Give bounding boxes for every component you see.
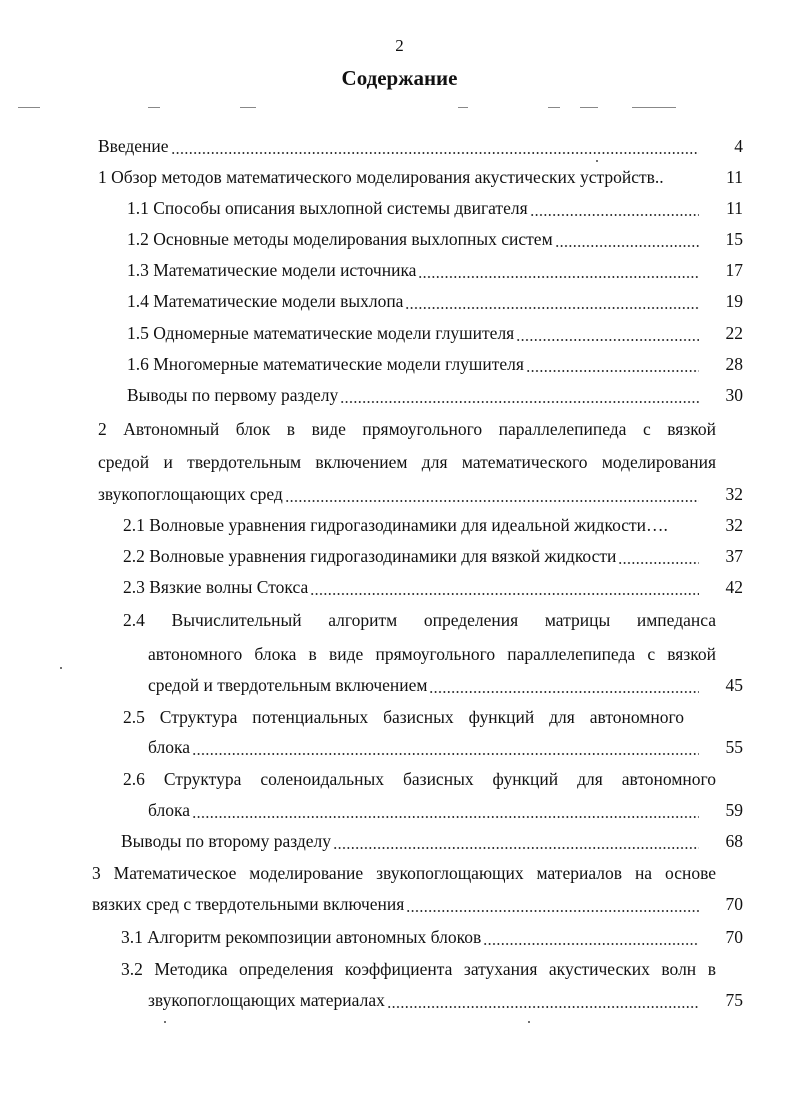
toc-entry-label: 1.6 Многомерные математические модели глушителя	[127, 354, 524, 374]
toc-leader	[192, 797, 699, 823]
toc-entry-label: 2.2 Волновые уравнения гидрогазодинамики для вязкой жидкости	[123, 546, 617, 566]
toc-entry-label: Выводы по второму разделу	[121, 831, 331, 851]
toc-entry-section-2[interactable]	[98, 481, 743, 507]
toc-entry-label: вязких сред с твердотельными включения	[92, 894, 405, 914]
toc-entry-1-1[interactable]	[127, 195, 743, 221]
toc-leader	[171, 133, 699, 159]
toc-entry-1-3[interactable]	[127, 257, 743, 283]
page-number: 2	[395, 36, 404, 55]
toc-entry-1-6[interactable]	[127, 351, 743, 377]
toc-leader	[333, 828, 699, 854]
toc-entry-label: 1.3 Математические модели источника	[127, 260, 417, 280]
toc-leader	[670, 512, 699, 538]
toc-entry-label: 1.1 Способы описания выхлопной системы двигателя	[127, 198, 528, 218]
scan-artifact	[18, 107, 40, 108]
toc-leader	[516, 320, 699, 346]
toc-entry-page: 68	[725, 831, 743, 851]
toc-entry-page: 70	[725, 927, 743, 947]
toc-entry-page: 42	[725, 577, 743, 597]
toc-leader	[555, 226, 699, 252]
toc-entry-label: Введение	[98, 136, 169, 156]
toc-leader	[340, 382, 699, 408]
toc-entry-page: 70	[725, 894, 743, 914]
toc-entry-2-4[interactable]	[148, 672, 743, 698]
toc-entry-conclusions-2[interactable]	[121, 828, 743, 854]
toc-entry-label: 1 Обзор методов математического моделирования акустических устройств..	[98, 167, 664, 187]
scan-artifact	[458, 107, 468, 108]
toc-entry-label: средой и твердотельным включением	[148, 675, 428, 695]
toc-entry-1-5[interactable]	[127, 320, 743, 346]
toc-leader	[387, 987, 699, 1013]
scan-speck	[60, 667, 62, 669]
scan-artifact	[580, 107, 598, 108]
toc-leader	[530, 195, 699, 221]
toc-leader	[429, 672, 699, 698]
toc-leader	[526, 351, 699, 377]
toc-entry-3-2-line-1[interactable]: 3.2 Методика определения коэффициента затухания акустических волн в	[121, 959, 716, 979]
toc-entry-label: Выводы по первому разделу	[127, 385, 339, 405]
toc-entry-2-4-line-1[interactable]: 2.4 Вычислительный алгоритм определения матрицы импеданса	[123, 610, 716, 630]
scan-artifact	[548, 107, 560, 108]
toc-entry-page: 22	[725, 323, 743, 343]
toc-entry-label: звукопоглощающих материалах	[148, 990, 385, 1010]
toc-leader	[405, 288, 699, 314]
toc-leader	[310, 574, 699, 600]
toc-entry-page: 55	[725, 737, 743, 757]
toc-entry-label: блока	[148, 737, 190, 757]
toc-entry-section-3[interactable]	[92, 891, 743, 917]
toc-entry-2-1[interactable]	[123, 512, 743, 538]
toc-entry-label: 1.5 Одномерные математические модели глушителя	[127, 323, 515, 343]
toc-entry-label: 2.3 Вязкие волны Стокса	[123, 577, 309, 597]
toc-entry-2-6-line-1[interactable]: 2.6 Структура соленоидальных базисных функций для автономного	[123, 769, 716, 789]
toc-entry-2-2[interactable]	[123, 543, 743, 569]
toc-leader	[406, 891, 699, 917]
toc-entry-section-2-line-2[interactable]: средой и твердотельным включением для математического моделирования	[98, 452, 716, 472]
toc-leader	[666, 164, 699, 190]
toc-entry-label: звукопоглощающих сред	[98, 484, 283, 504]
scan-speck	[596, 160, 598, 162]
scan-speck	[164, 1021, 166, 1023]
toc-leader	[418, 257, 699, 283]
toc-entry-conclusions-1[interactable]	[127, 382, 743, 408]
toc-entry-3-2[interactable]	[148, 987, 743, 1013]
toc-entry-2-4-line-2[interactable]: автономного блока в виде прямоугольного параллелепипеда с вязкой	[148, 644, 716, 664]
toc-entry-2-6[interactable]	[148, 797, 743, 823]
toc-leader	[285, 481, 699, 507]
toc-entry-section-2-line-1[interactable]: 2 Автономный блок в виде прямоугольного параллелепипеда с вязкой	[98, 419, 716, 439]
page-title: Содержание	[341, 66, 458, 90]
toc-leader	[483, 924, 699, 950]
toc-entry-page: 32	[725, 515, 743, 535]
scan-speck	[528, 1021, 530, 1023]
toc-entry-introduction[interactable]	[98, 133, 743, 159]
toc-entry-page: 45	[725, 675, 743, 695]
toc-entry-3-1[interactable]	[121, 924, 743, 950]
toc-entry-2-3[interactable]	[123, 574, 743, 600]
toc-entry-page: 28	[725, 354, 743, 374]
scan-artifact	[632, 107, 676, 108]
toc-entry-label: блока	[148, 800, 190, 820]
toc-entry-page: 75	[725, 990, 743, 1010]
toc-entry-label: 2.1 Волновые уравнения гидрогазодинамики для идеальной жидкости….	[123, 515, 668, 535]
toc-entry-page: 15	[725, 229, 743, 249]
toc-entry-section-1[interactable]	[98, 164, 743, 190]
toc-entry-1-4[interactable]	[127, 288, 743, 314]
toc-entry-page: 19	[725, 291, 743, 311]
toc-entry-page: 4	[734, 136, 743, 156]
scan-artifact	[240, 107, 256, 108]
toc-entry-2-5[interactable]	[148, 734, 743, 760]
toc-entry-page: 32	[725, 484, 743, 504]
toc-entry-label: 1.2 Основные методы моделирования выхлопных систем	[127, 229, 553, 249]
toc-entry-1-2[interactable]	[127, 226, 743, 252]
toc-entry-2-5-line-1[interactable]: 2.5 Структура потенциальных базисных функций для автономного	[123, 707, 684, 727]
toc-entry-page: 17	[725, 260, 743, 280]
toc-entry-label: 1.4 Математические модели выхлопа	[127, 291, 404, 311]
toc-entry-label: 3.1 Алгоритм рекомпозиции автономных блоков	[121, 927, 482, 947]
toc-entry-page: 30	[725, 385, 743, 405]
toc-leader	[192, 734, 699, 760]
toc-entry-page: 37	[725, 546, 743, 566]
toc-entry-section-3-line-1[interactable]: 3 Математическое моделирование звукопоглощающих материалов на основе	[92, 863, 716, 883]
scan-artifact	[148, 107, 160, 108]
toc-entry-page: 59	[725, 800, 743, 820]
toc-leader	[618, 543, 699, 569]
toc-entry-page: 11	[726, 198, 743, 218]
toc-entry-page: 11	[726, 167, 743, 187]
